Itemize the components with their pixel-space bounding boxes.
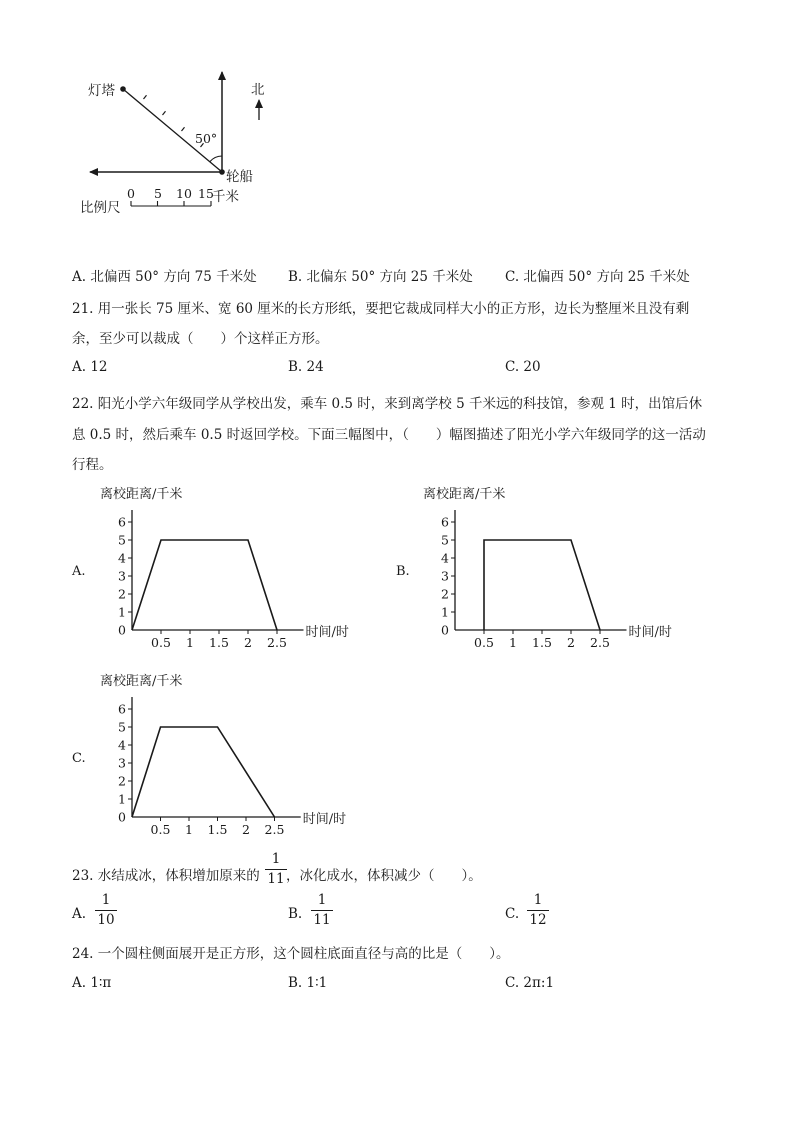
chart-0-y-tick-label: 3: [118, 568, 126, 584]
ship-point: [219, 169, 225, 175]
q20-option-c[interactable]: C. 北偏西 50° 方向 25 千米处: [505, 269, 690, 285]
chart-1-y-tick-label: 5: [441, 532, 449, 548]
chart-0-series-line: [132, 540, 277, 630]
q23-option-c-fraction[interactable]: [528, 894, 548, 927]
q23-option-b-label[interactable]: B.: [288, 906, 303, 922]
q23-option-c-den: 12: [529, 911, 547, 928]
q22-text-line2: 息 0.5 时，然后乘车 0.5 时返回学校。下面三幅图中，（ ）幅图描述了阳光小学六年级同学的这一活动: [72, 427, 706, 443]
q21-option-a[interactable]: A. 12: [72, 359, 108, 375]
chart-1-y-tick-label: 4: [441, 550, 449, 566]
chart-2-y-tick-label: 5: [118, 719, 126, 735]
chart-2-y-tick-label: 1: [118, 791, 126, 807]
q24-option-b[interactable]: B. 1∶1: [288, 975, 328, 991]
scale-tick-15: 15: [198, 186, 214, 201]
chart-1-x-tick-label: 2: [567, 635, 575, 650]
chart-0-x-tick-label: 2: [244, 635, 252, 650]
chart-0-x-tick-label: 1.5: [209, 635, 229, 650]
q23-option-c-label[interactable]: C.: [505, 906, 520, 922]
chart-2-y-tick-label: 4: [118, 737, 126, 753]
chart-1-series-line: [484, 540, 600, 630]
angle-label: 50°: [195, 131, 218, 146]
q23-option-a-fraction[interactable]: [96, 894, 116, 927]
chart-0-y-tick-label: 5: [118, 532, 126, 548]
chart-1-x-tick-label: 0.5: [474, 635, 494, 650]
q23-prefix: 23. 水结成冰，体积增加原来的: [72, 868, 260, 884]
chart-0-x-tick-label: 0.5: [151, 635, 171, 650]
q21-text-line1: 21. 用一张长 75 厘米、宽 60 厘米的长方形纸，要把它裁成同样大小的正方形，边长为整厘米且没有剩: [72, 301, 690, 317]
q22-text-line1: 22. 阳光小学六年级同学从学校出发，乘车 0.5 时，来到离学校 5 千米远的科技馆，参观 1 时，出馆后休: [72, 396, 703, 412]
scale-tick-5: 5: [154, 186, 162, 201]
chart-2-x-tick-label: 0.5: [150, 822, 171, 837]
chart-0-y-tick-label: 4: [118, 550, 126, 566]
chart-1-y-label: 离校距离/千米: [423, 487, 506, 502]
q22-charts: [0, 470, 794, 840]
q23-option-b-num: 1: [317, 892, 327, 908]
scale-label: 比例尺: [80, 200, 121, 216]
chart-0-y-tick-label: 6: [118, 514, 126, 530]
chart-1-x-tick-label: 1.5: [532, 635, 552, 650]
q23-option-a-num: 1: [101, 892, 111, 908]
chart-0-y-tick-label: 1: [118, 604, 126, 620]
chart-2-option-label: C.: [72, 751, 86, 766]
chart-2-y-label: 离校距离/千米: [100, 674, 183, 689]
chart-1-y-tick-label: 1: [441, 604, 449, 620]
q23-option-a-label[interactable]: A.: [72, 906, 87, 922]
north-label: 北: [251, 82, 265, 98]
chart-0-x-label: 时间/时: [305, 625, 349, 640]
q21-text-line2: 余，至少可以裁成（ ）个这样正方形。: [72, 331, 329, 347]
chart-1-y-tick-label: 3: [441, 568, 449, 584]
chart-2-y-tick-label: 2: [118, 773, 126, 789]
chart-1-x-label: 时间/时: [628, 625, 672, 640]
q23-option-a-den: 10: [97, 911, 115, 928]
q20-option-a[interactable]: A. 北偏西 50° 方向 75 千米处: [72, 269, 257, 285]
q22-text-line3: 行程。: [72, 457, 113, 473]
scale-tick-10: 10: [176, 186, 192, 201]
lighthouse-label: 灯塔: [88, 83, 115, 99]
chart-1-option-label: B.: [396, 564, 410, 579]
chart-2-series-line: [132, 727, 275, 817]
q23-option-b-fraction[interactable]: [312, 894, 332, 927]
q23-suffix: ，冰化成水，体积减少（ ）。: [286, 868, 482, 884]
chart-2-y-tick-label: 6: [118, 701, 126, 717]
scale-unit: 千米: [212, 189, 239, 205]
q21-option-c[interactable]: C. 20: [505, 359, 541, 375]
chart-2-y-tick-label: 0: [118, 809, 126, 825]
chart-2-x-tick-label: 1.5: [207, 822, 228, 837]
chart-0-y-tick-label: 2: [118, 586, 126, 602]
q23-fraction: [266, 853, 286, 886]
ship-label: 轮船: [226, 169, 253, 185]
chart-2-x-tick-label: 1: [185, 822, 193, 837]
chart-2-x-tick-label: 2: [242, 822, 250, 837]
q24-text: 24. 一个圆柱侧面展开是正方形，这个圆柱底面直径与高的比是（ ）。: [72, 946, 510, 962]
lighthouse-point: [120, 86, 126, 92]
q23-frac-den: 11: [267, 870, 285, 887]
chart-2-x-label: 时间/时: [302, 812, 347, 827]
chart-2-y-tick-label: 3: [118, 755, 126, 771]
chart-0-option-label: A.: [72, 564, 86, 579]
scale-bar: [131, 201, 211, 206]
chart-1-x-tick-label: 1: [509, 635, 517, 650]
q23-option-b-den: 11: [313, 911, 331, 928]
chart-2-x-tick-label: 2.5: [264, 822, 285, 837]
chart-0-y-tick-label: 0: [118, 622, 126, 638]
chart-1-x-tick-label: 2.5: [590, 635, 610, 650]
q20-option-b[interactable]: B. 北偏东 50° 方向 25 千米处: [288, 269, 473, 285]
chart-1-y-tick-label: 6: [441, 514, 449, 530]
q24-option-a[interactable]: A. 1∶π: [72, 975, 112, 991]
scale-tick-0: 0: [127, 186, 135, 201]
q23-frac-num: 1: [271, 851, 281, 867]
chart-0-y-label: 离校距离/千米: [100, 487, 183, 502]
chart-0-x-tick-label: 1: [186, 635, 194, 650]
chart-0-x-tick-label: 2.5: [267, 635, 287, 650]
q23-option-c-num: 1: [533, 892, 543, 908]
angle-arc: [210, 156, 222, 162]
chart-1-y-tick-label: 2: [441, 586, 449, 602]
q21-option-b[interactable]: B. 24: [288, 359, 324, 375]
chart-1-y-tick-label: 0: [441, 622, 449, 638]
q24-option-c[interactable]: C. 2π:1: [505, 975, 555, 991]
